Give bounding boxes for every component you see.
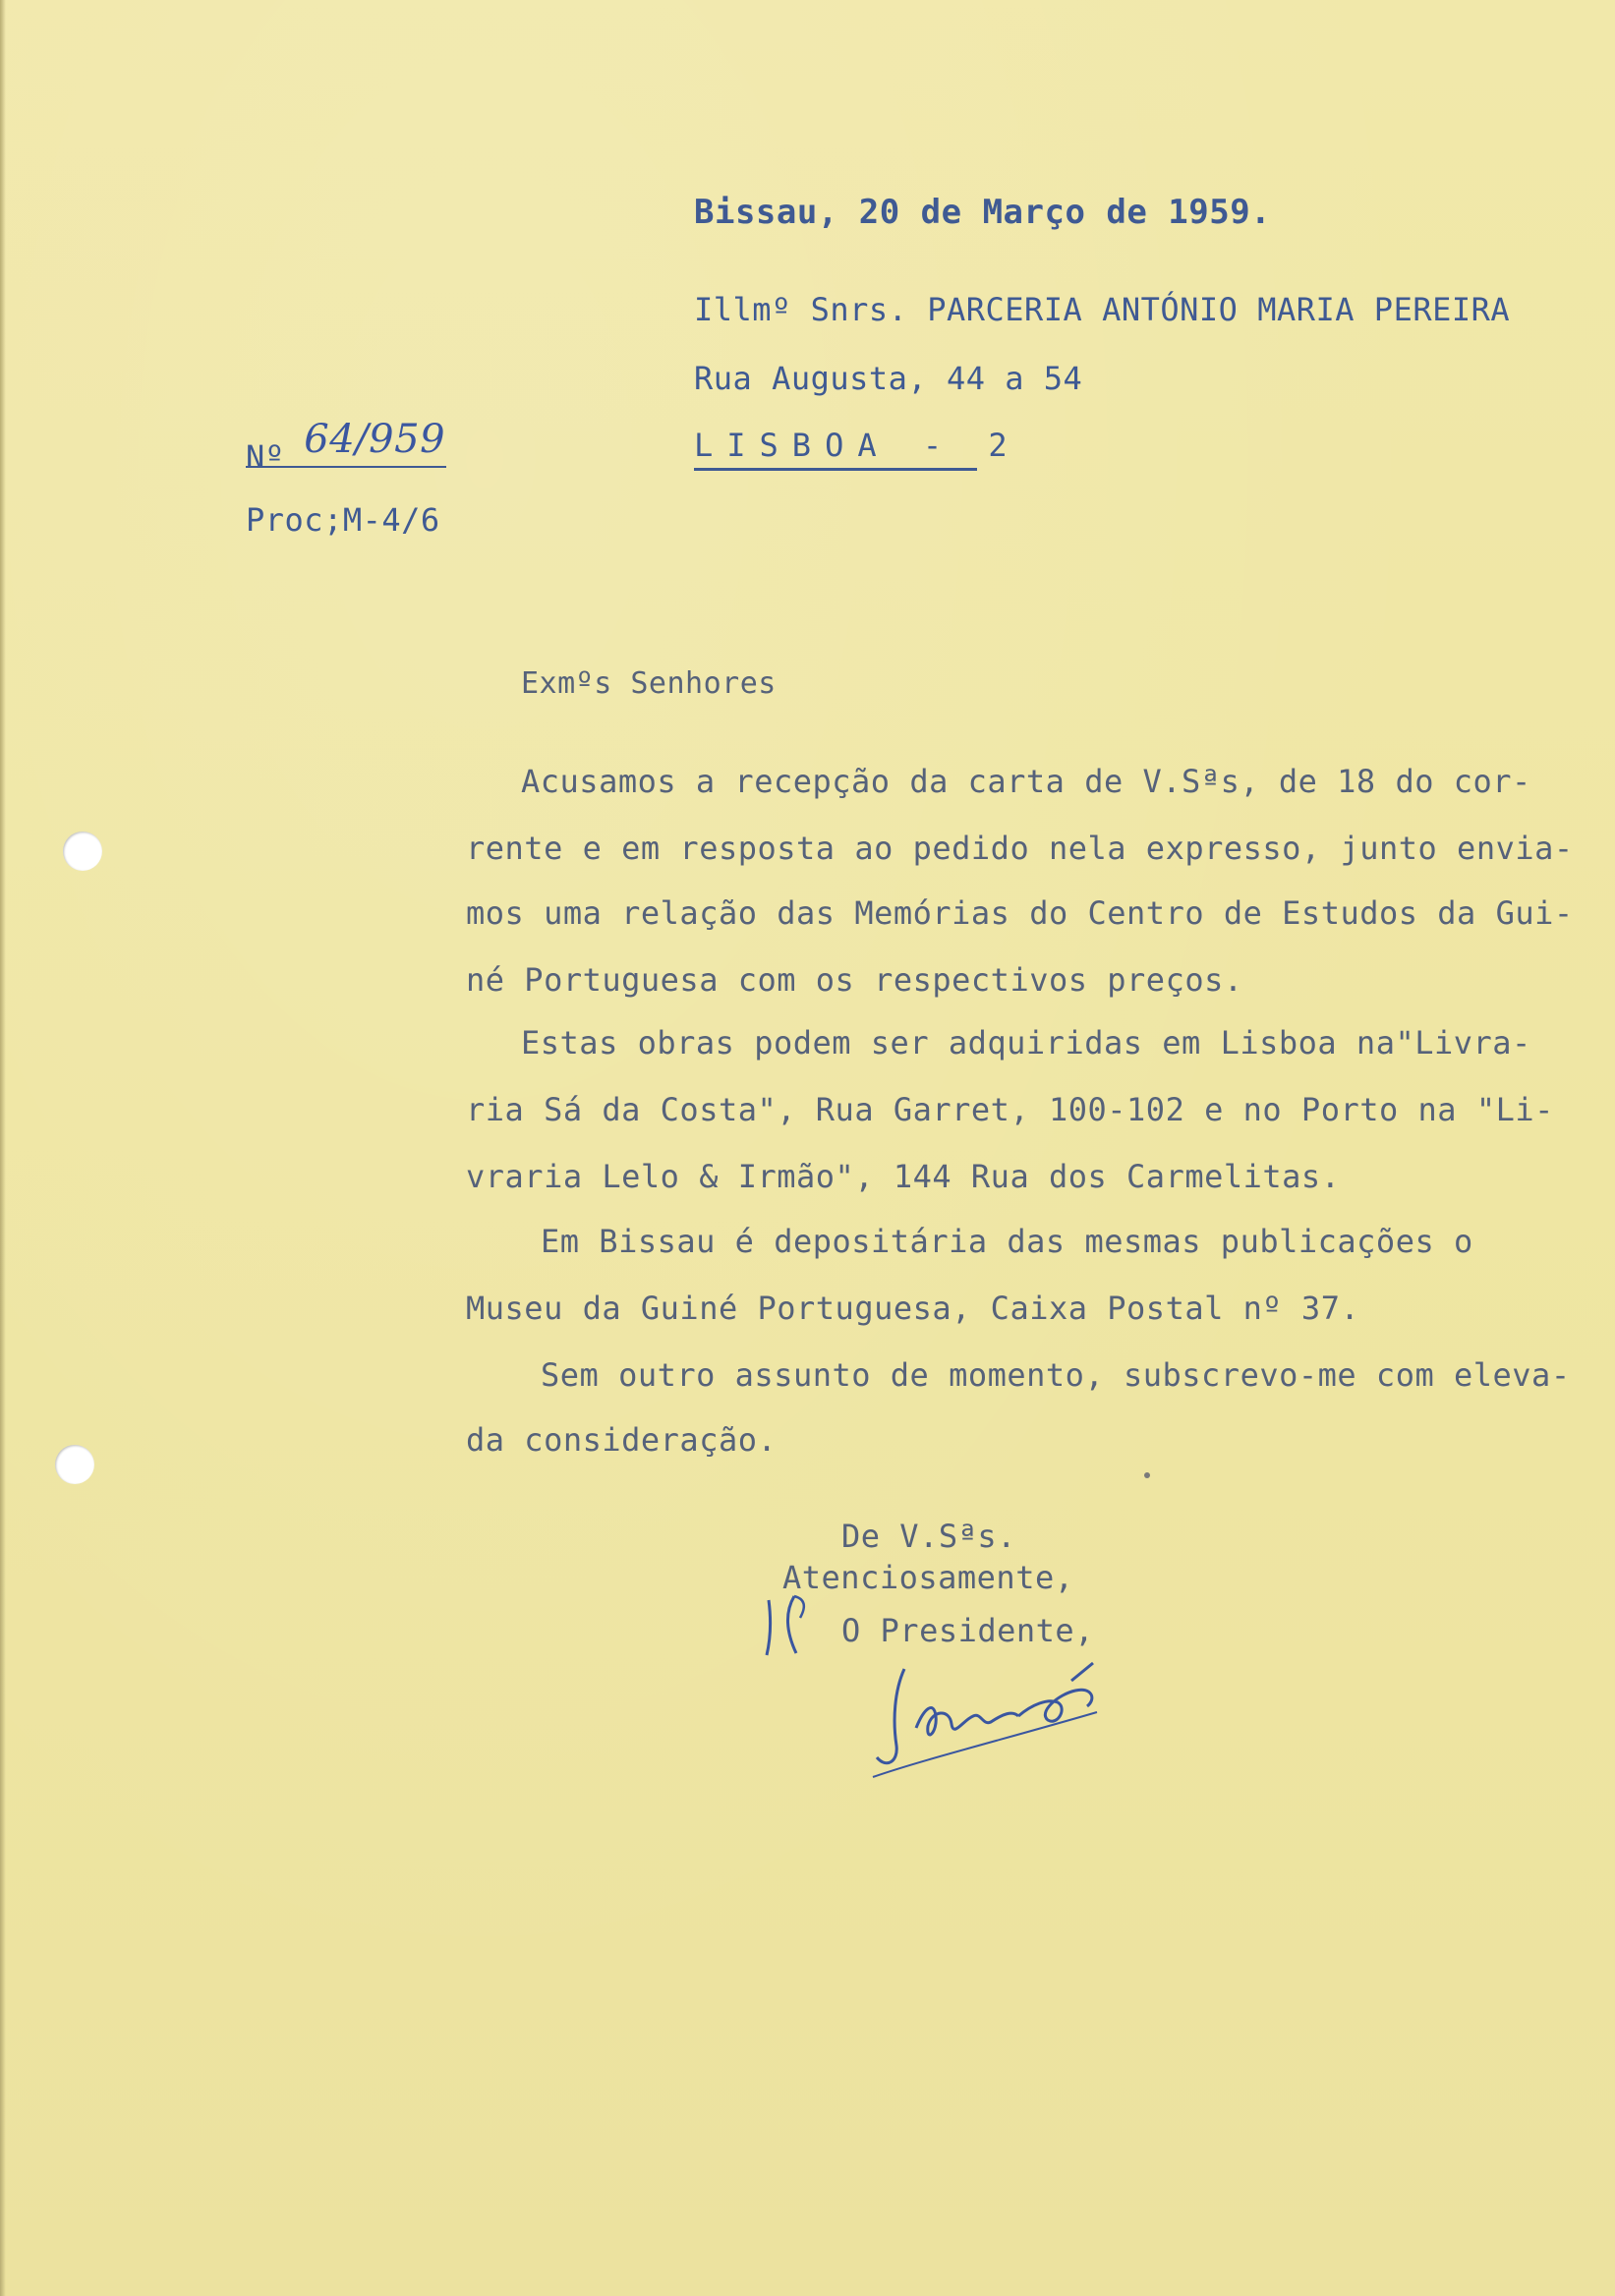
- body-line-10: Sem outro assunto de momento, subscrevo-me com eleva-: [541, 1356, 1571, 1394]
- body-line-3: mos uma relação das Memórias do Centro de Estudos da Gui-: [466, 894, 1574, 932]
- body-line-11: da consideração.: [466, 1421, 778, 1459]
- initials-mark: [761, 1590, 839, 1661]
- closing-line-1: De V.Sªs.: [841, 1518, 1016, 1555]
- body-line-7: vraria Lelo & Irmão", 144 Rua dos Carmelitas.: [466, 1158, 1341, 1195]
- closing-line-2: Atenciosamente,: [782, 1559, 1074, 1596]
- paper-edge: [0, 0, 6, 2296]
- signature: [865, 1651, 1180, 1779]
- closing-line-3: O Presidente,: [841, 1612, 1094, 1649]
- salutation: Exmºs Senhores: [521, 666, 777, 701]
- date-line: Bissau, 20 de Março de 1959.: [694, 193, 1272, 232]
- process-reference: Proc;M-4/6: [246, 501, 440, 539]
- city-line: LISBOA - 2: [694, 427, 977, 471]
- punch-hole-top: [63, 832, 102, 871]
- reference-value: 64/959: [304, 417, 446, 462]
- body-line-6: ria Sá da Costa", Rua Garret, 100-102 e no Porto na "Li-: [466, 1091, 1554, 1128]
- body-line-8: Em Bissau é depositária das mesmas publicações o: [541, 1223, 1473, 1260]
- reference-prefix: Nº: [246, 438, 285, 476]
- body-line-5: Estas obras podem ser adquiridas em Lisboa na"Livra-: [521, 1024, 1531, 1062]
- body-line-2: rente e em resposta ao pedido nela expresso, junto envia-: [466, 830, 1574, 867]
- stray-mark: [1144, 1472, 1150, 1478]
- addressee: Illmº Snrs. PARCERIA ANTÓNIO MARIA PEREIRA: [694, 291, 1511, 328]
- body-line-4: né Portuguesa com os respectivos preços.: [466, 961, 1243, 999]
- body-line-9: Museu da Guiné Portuguesa, Caixa Postal nº 37.: [466, 1290, 1360, 1327]
- punch-hole-bottom: [55, 1445, 94, 1484]
- reference-number: [246, 417, 446, 476]
- body-line-1: Acusamos a recepção da carta de V.Sªs, de 18 do cor-: [521, 763, 1531, 800]
- street-address: Rua Augusta, 44 a 54: [694, 360, 1083, 397]
